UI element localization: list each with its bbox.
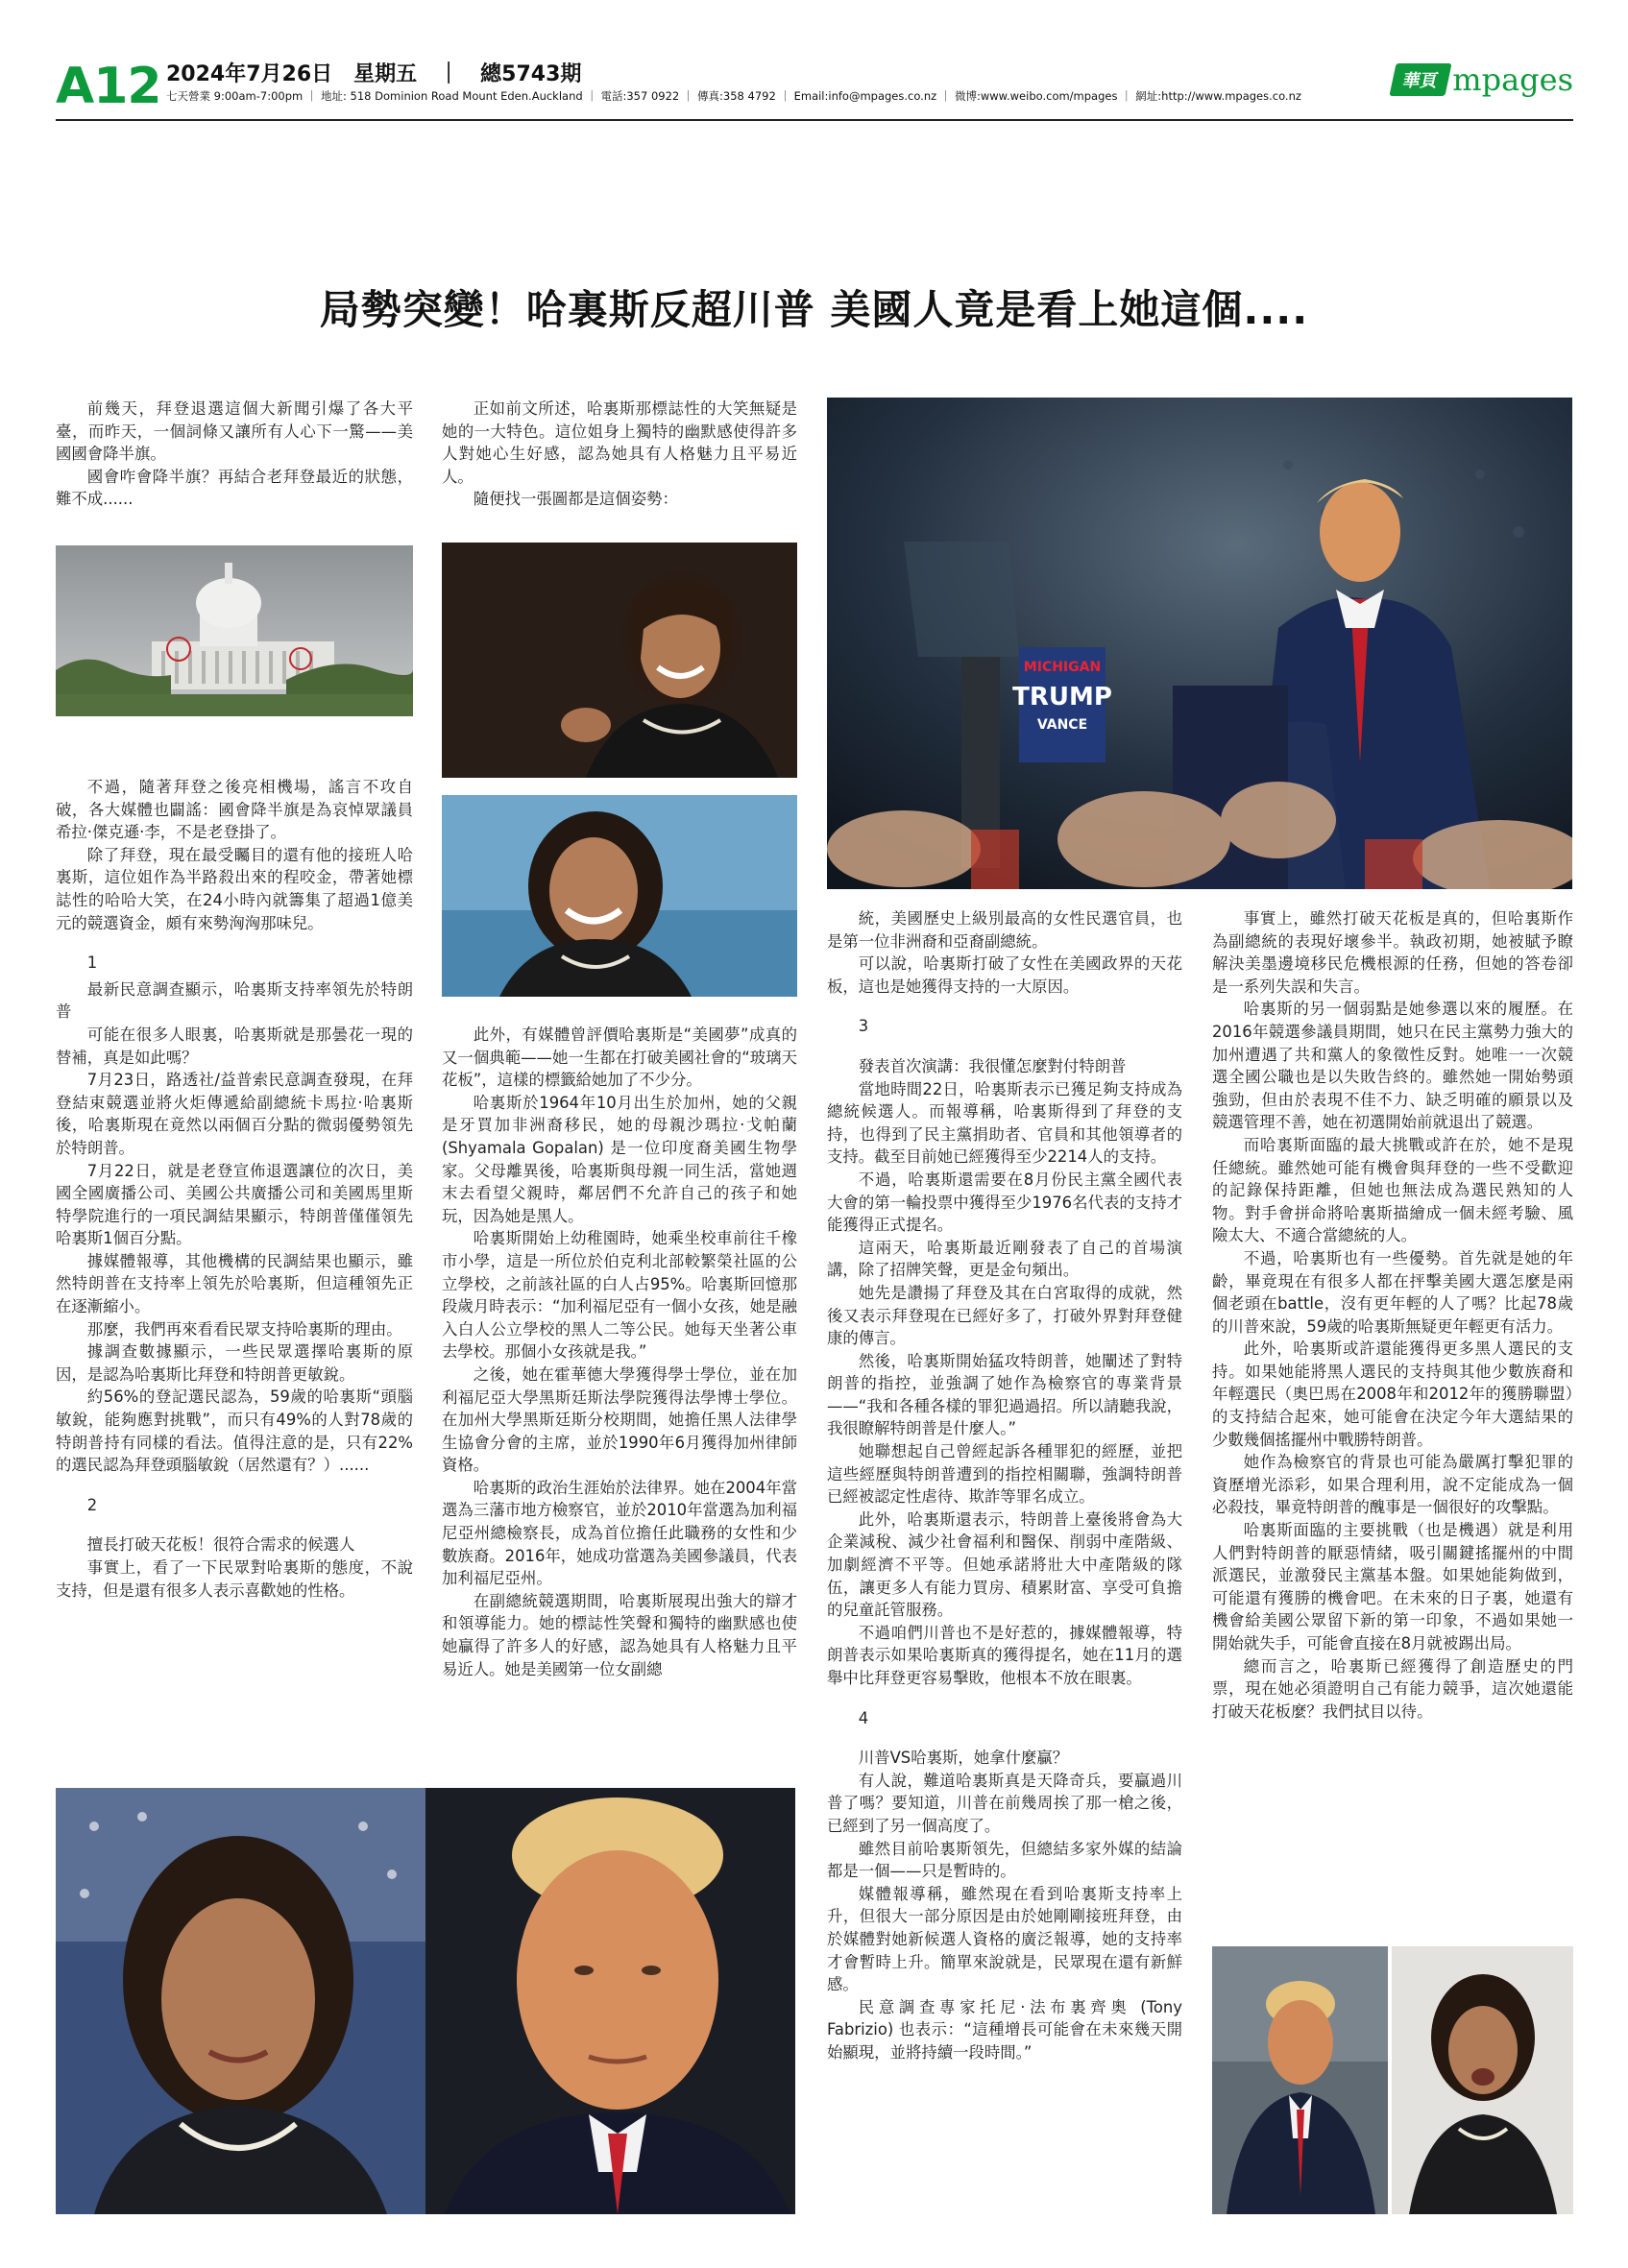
- paragraph: 7月22日，就是老登宣佈退選讓位的次日，美國全國廣播公司、美國公共廣播公司和美國馬里斯特學院進行的一項民調結果顯示，特朗普僅僅領先哈裏斯1個百分點。: [56, 1161, 413, 1248]
- paragraph: 可以說，哈裏斯打破了女性在美國政界的天花板，這也是她獲得支持的一大原因。: [827, 954, 1182, 996]
- paragraph: 哈裏斯面臨的主要挑戰（也是機遇）就是利用人們對特朗普的厭惡情緒，吸引關鍵搖擺州的中間派選民，並激發民主黨基本盤。如果她能夠做到，可能還有獲勝的機會吧。在未來的日子裏，她還有機會給美國公眾留下新的第一印象，不過如果她一開始就失手，可能會直接在8月就被踢出局。: [1212, 1521, 1573, 1653]
- page-number: A12: [56, 58, 161, 115]
- paragraph: 哈裏斯的政治生涯始於法律界。她在2004年當選為三藩市地方檢察官，並於2010年當選為加利福尼亞州總檢察長，成為首位擔任此職務的女性和少數族裔。2016年，她成功當選為美國參議員，代表加利福尼亞州。: [442, 1478, 797, 1588]
- paragraph: 她作為檢察官的背景也可能為嚴厲打擊犯罪的資歷增光添彩，如果合理利用，說不定能成為一個必殺技，畢竟特朗普的醜事是一個很好的攻擊點。: [1212, 1453, 1573, 1517]
- paragraph: 而哈裏斯面臨的最大挑戰或許在於，她不是現任總統。雖然她可能有機會與拜登的一些不受歡迎的記錄保持距離，但她也無法成為選民熟知的人物。對手會拼命將哈裏斯描繪成一個未經考驗、風險太大、不適合當總統的人。: [1212, 1135, 1573, 1245]
- paragraph: 不過，隨著拜登之後亮相機場，謠言不攻自破，各大媒體也闢謠：國會降半旗是為哀悼眾議員希拉·傑克遜·李，不是老登掛了。: [56, 778, 413, 842]
- dateline: 2024年7月26日 星期五 ｜ 總5743期: [166, 62, 582, 86]
- column-4: [1212, 907, 1573, 1723]
- column-1-main: [56, 776, 413, 1602]
- paragraph: 她聯想起自己曾經起訴各種罪犯的經歷，並把這些經歷與特朗普遭到的指控相關聯，強調特朗普已經被認定性虐待、欺詐等罪名成立。: [827, 1442, 1182, 1507]
- paragraph: 當地時間22日，哈裏斯表示已獲足夠支持成為總統候選人。而報導稱，哈裏斯得到了拜登的支持，也得到了民主黨捐助者、官員和其他領導者的支持。截至目前她已經獲得至少2214人的支持。: [827, 1079, 1182, 1167]
- paragraph: 事實上，雖然打破天花板是真的，但哈裏斯作為副總統的表現好壞參半。執政初期，她被賦予瞭解決美墨邊境移民危機根源的任務，但她的答卷卻是一系列失誤和失言。: [1212, 909, 1573, 996]
- capitol-photo: [56, 545, 413, 716]
- paragraph: 有人說，難道哈裏斯真是天降奇兵，要贏過川普了嗎？要知道，川普在前幾周挨了那一槍之後，已經到了另一個高度了。: [827, 1771, 1182, 1835]
- logo-mark: 華頁: [1390, 63, 1452, 96]
- header-rule: [56, 119, 1573, 121]
- paragraph: 此外，哈裏斯還表示，特朗普上臺後將會為大企業減稅、減少社會福利和醫保、削弱中產階級、加劇經濟不平等。但她承諾將壯大中產階級的隊伍，讓更多人有能力買房、積累財富、享受可負擔的兒童託管服務。: [827, 1509, 1182, 1620]
- harris-small-photo: [1392, 1946, 1573, 2214]
- column-2-top: [442, 398, 797, 511]
- paragraph: 正如前文所述，哈裏斯那標誌性的大笑無疑是她的一大特色。這位姐身上獨特的幽默感使得許多人對她心生好感，認為她具有人格魅力且平易近人。: [442, 399, 797, 486]
- logo-text: mpages: [1452, 61, 1573, 98]
- harris-portrait-photo: [56, 1788, 425, 2214]
- paragraph: 不過，哈裏斯還需要在8月份民主黨全國代表大會的第一輪投票中獲得至少1976名代表的支持才能獲得正式提名。: [827, 1170, 1182, 1235]
- trump-portrait-photo: [425, 1788, 795, 2214]
- sign-text: MICHIGAN: [1023, 660, 1102, 675]
- section-subhead: 發表首次演講：我很懂怎麼對付特朗普: [858, 1056, 1127, 1075]
- column-2-main: [442, 1024, 797, 1680]
- contact-info: 七天營業 9:00am-7:00pm ｜ 地址: 518 Dominion Road Mount Eden.Auckland ｜ 電話:357 0922 ｜ 傳真:358 4792 ｜ Email:info@mpages.co.nz ｜ 微博:www.weibo.com/mpages ｜ 網址:http://www.mpages.co.nz: [166, 89, 1301, 103]
- section-number: 4: [858, 1708, 869, 1727]
- column-3: [827, 907, 1182, 2064]
- harris-laughing-photo-1: [442, 543, 797, 778]
- section-subhead: 川普VS哈裏斯，她拿什麼贏？: [858, 1749, 1069, 1768]
- paragraph: 民意調查專家托尼·法布裏齊奧 (Tony Fabrizio) 也表示：“這種增長可能會在未來幾天開始顯現，並將持續一段時間。”: [827, 1997, 1182, 2062]
- paragraph: 可能在很多人眼裏，哈裏斯就是那曇花一現的替補，真是如此嗎？: [56, 1025, 413, 1067]
- paragraph: 國會咋會降半旗？再結合老拜登最近的狀態，難不成......: [56, 467, 413, 509]
- masthead: [56, 54, 1573, 117]
- paragraph: 哈裏斯開始上幼稚園時，她乘坐校車前往千橡市小學，這是一所位於伯克利北部較繁榮社區的公立學校，之前該社區的白人占95%。哈裏斯回憶那段歲月時表示：“加利福尼亞有一個小女孩，她是融入白人公立學校的黑人二等公民。她每天坐著公車去學校。那個小女孩就是我。”: [442, 1229, 797, 1362]
- vance-banner-text: VANCE: [1036, 717, 1088, 733]
- paragraph: 據調查數據顯示，一些民眾選擇哈裏斯的原因，是認為哈裏斯比拜登和特朗普更敏銳。: [56, 1342, 413, 1384]
- paragraph: 7月23日，路透社/益普索民意調查發現，在拜登結束競選並將火炬傳遞給副總統卡馬拉·哈裏斯後，哈裏斯現在竟然以兩個百分點的微弱優勢領先於特朗普。: [56, 1071, 413, 1157]
- paragraph: 前幾天，拜登退選這個大新聞引爆了各大平臺，而昨天，一個詞條又讓所有人心下一驚——美國國會降半旗。: [56, 399, 413, 464]
- paragraph: 除了拜登，現在最受矚目的還有他的接班人哈裏斯，這位姐作為半路殺出來的程咬金，帶著她標誌性的哈哈大笑，在24小時內就籌集了超過1億美元的競選資金，頗有來勢洶洶那味兒。: [56, 845, 413, 932]
- paragraph: 約56%的登記選民認為，59歲的哈裏斯“頭腦敏銳，能夠應對挑戰”，而只有49%的人對78歲的特朗普持有同樣的看法。值得注意的是，只有22%的選民認為拜登頭腦敏銳（居然還有？）......: [56, 1387, 413, 1475]
- paragraph: 不過咱們川普也不是好惹的，據媒體報導，特朗普表示如果哈裏斯真的獲得提名，她在11月的選舉中比拜登更容易擊敗，他根本不放在眼裏。: [827, 1623, 1182, 1687]
- paragraph: 據媒體報導，其他機構的民調結果也顯示，雖然特朗普在支持率上領先於哈裏斯，但這種領先正在逐漸縮小。: [56, 1251, 413, 1316]
- article-headline: 局勢突變！哈裏斯反超川普 美國人竟是看上她這個....: [319, 286, 1309, 333]
- section-subhead: 擅長打破天花板！很符合需求的候選人: [86, 1535, 355, 1555]
- paragraph: 媒體報導稱，雖然現在看到哈裏斯支持率上升，但很大一部分原因是由於她剛剛接班拜登，由於媒體對她新候選人資格的廣泛報導，她的支持率才會暫時上升。簡單來說就是，民眾現在還有新鮮感。: [827, 1884, 1182, 1994]
- paragraph: 統，美國歷史上級別最高的女性民選官員，也是第一位非洲裔和亞裔副總統。: [827, 909, 1182, 951]
- section-number: 3: [858, 1017, 869, 1036]
- section-subhead: 最新民意調查顯示，哈裏斯支持率領先於特朗普: [56, 979, 413, 1022]
- trump-banner-text: TRUMP: [1012, 683, 1112, 712]
- section-number: 1: [86, 953, 98, 973]
- paragraph: 這兩天，哈裏斯最近剛發表了自己的首場演講，除了招牌笑聲，更是金句頻出。: [827, 1238, 1182, 1280]
- paragraph: 之後，她在霍華德大學獲得學士學位，並在加利福尼亞大學黑斯廷斯法學院獲得法學博士學位。在加州大學黑斯廷斯分校期間，她擔任黑人法律學生協會分會的主席，並於1990年6月獲得加州律師資格。: [442, 1364, 797, 1475]
- paragraph: 她先是讚揚了拜登及其在白宮取得的成就，然後又表示拜登現在已經好多了，打破外界對拜登健康的傳言。: [827, 1283, 1182, 1348]
- paragraph: 事實上，看了一下民眾對哈裏斯的態度，不說支持，但是還有很多人表示喜歡她的性格。: [56, 1558, 413, 1600]
- paragraph: 此外，哈裏斯或許還能獲得更多黑人選民的支持。如果她能將黑人選民的支持與其他少數族裔和年輕選民（奧巴馬在2008年和2012年的獲勝聯盟）的支持結合起來，她可能會在決定今年大選結果的少數幾個搖擺州中戰勝特朗普。: [1212, 1339, 1573, 1449]
- paragraph: 哈裏斯於1964年10月出生於加州，她的父親是牙買加非洲裔移民，她的母親沙瑪拉·戈帕蘭 (Shyamala Gopalan) 是一位印度裔美國生物學家。父母離異後，哈裏斯與母親一同生活，當她週末去看望父親時，鄰居們不允許自己的孩子和她玩，因為她是黑人。: [442, 1093, 797, 1225]
- paragraph: 在副總統競選期間，哈裏斯展現出強大的辯才和領導能力。她的標誌性笑聲和獨特的幽默感也使她贏得了許多人的好感，認為她具有人格魅力且平易近人。她是美國第一位女副總: [442, 1591, 797, 1678]
- trump-rally-photo: [827, 398, 1572, 889]
- paragraph: 不過，哈裏斯也有一些優勢。首先就是她的年齡，畢竟現在有很多人都在抨擊美國大選怎麼是兩個老頭在battle，沒有更年輕的人了嗎？比起78歲的川普來說，59歲的哈裏斯無疑更年輕更有活力。: [1212, 1248, 1573, 1336]
- paragraph: 雖然目前哈裏斯領先，但總結多家外媒的結論都是一個——只是暫時的。: [827, 1839, 1182, 1881]
- paragraph: 此外，有媒體曾評價哈裏斯是“美國夢”成真的又一個典範——她一生都在打破美國社會的“玻璃天花板”，這樣的標籤給她加了不少分。: [442, 1025, 797, 1090]
- trump-small-photo: [1212, 1946, 1388, 2214]
- paragraph: 哈裏斯的另一個弱點是她參選以來的履歷。在2016年競選參議員期間，她只在民主黨勢力強大的加州遭遇了共和黨人的象徵性反對。她唯一一次競選全國公職也是以失敗告終的。雖然她一開始勢頭強勁，但由於表現不佳不力、缺乏明確的願景以及競選管理不善，她在初選開始前就退出了競選。: [1212, 1000, 1573, 1132]
- column-1-top: [56, 398, 413, 511]
- paragraph: 那麼，我們再來看看民眾支持哈裏斯的理由。: [86, 1319, 402, 1339]
- paragraph: 然後，哈裏斯開始猛攻特朗普，她闡述了對特朗普的指控，並強調了她作為檢察官的專業背景——“我和各種各樣的罪犯過過招。所以請聽我說，我很瞭解特朗普是什麼人。”: [827, 1351, 1182, 1438]
- harris-laughing-photo-2: [442, 795, 797, 997]
- paragraph: 總而言之，哈裏斯已經獲得了創造歷史的門票，現在她必須證明自己有能力競爭，這次她還能打破天花板麼？我們拭目以待。: [1212, 1656, 1573, 1721]
- publication-logo[interactable]: [1393, 63, 1573, 96]
- section-number: 2: [86, 1495, 98, 1514]
- paragraph: 隨便找一張圖都是這個姿勢：: [473, 490, 678, 509]
